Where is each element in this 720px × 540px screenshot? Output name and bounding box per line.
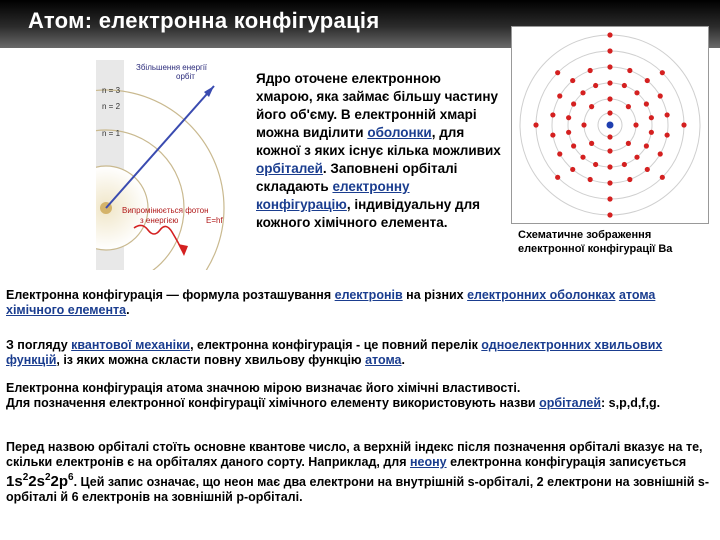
intro-text-3: . Заповнені орбіталі складають: [256, 161, 458, 194]
link-electron-shells[interactable]: електронних оболонках: [467, 288, 616, 302]
electron: [627, 177, 632, 182]
ba-nucleus: [607, 122, 614, 129]
energy-label-line2: орбіт: [176, 72, 195, 81]
electron: [633, 122, 638, 127]
p1-text-1: Електронна конфігурація — формула розташування: [6, 288, 335, 302]
formula-1s: 1s: [6, 473, 23, 490]
p2-text-1: З погляду: [6, 338, 72, 352]
link-chemical-element[interactable]: хімічного елемента: [6, 303, 127, 317]
intro-text-4: , індивідуальну для кожного хімічного елемента.: [256, 197, 481, 230]
formula-2s: 2s: [28, 473, 45, 490]
electron: [626, 141, 631, 146]
properties-paragraph: [6, 381, 714, 411]
link-electrons[interactable]: електронів: [334, 288, 403, 302]
electron: [580, 155, 585, 160]
intro-text-1: Ядро оточене електронною хмарою, яка займає більшу частину його об'єму. В електронній хмарі можна виділити: [256, 71, 499, 140]
electron: [557, 93, 562, 98]
electron: [658, 93, 663, 98]
electron: [533, 122, 538, 127]
notation-paragraph: [6, 440, 714, 505]
electron: [649, 115, 654, 120]
electron: [665, 112, 670, 117]
electron: [660, 70, 665, 75]
p2-text-4: .: [401, 353, 405, 367]
electron: [622, 83, 627, 88]
p1-text-2: на різних: [402, 288, 468, 302]
electron: [649, 130, 654, 135]
slide-title: Атом: електронна конфігурація: [28, 8, 380, 33]
electron: [681, 122, 686, 127]
intro-paragraph: [256, 70, 501, 232]
electron: [566, 115, 571, 120]
intro-text-2: , для кожної з яких існує кілька можливих: [256, 125, 501, 158]
electron: [644, 101, 649, 106]
electron: [580, 90, 585, 95]
p3-text-2: : s,p,d,f,g.: [601, 396, 661, 410]
formula-2p: 2p: [50, 473, 69, 490]
electron: [627, 68, 632, 73]
p4-text-1: Перед назвою орбіталі стоїть основне квантове число, а верхній індекс після позначення орбіталі вказує на те, скільки електронів є на орбіталях даного сорту. Наприклад, для: [6, 440, 703, 469]
electron: [555, 70, 560, 75]
link-quantum-mechanics[interactable]: квантової механіки: [71, 338, 191, 352]
electron: [555, 175, 560, 180]
shell-diagram-caption: Схематичне зображення електронної конфігурації Ba: [518, 229, 673, 255]
ba-shell-diagram: [512, 27, 708, 223]
electron: [607, 196, 612, 201]
electron: [626, 104, 631, 109]
link-orbitals[interactable]: орбіталей: [256, 161, 323, 176]
electron: [607, 80, 612, 85]
electron: [607, 64, 612, 69]
quantum-paragraph: [6, 338, 714, 368]
link-shells[interactable]: оболонки: [367, 125, 432, 140]
electron: [607, 110, 612, 115]
electron: [622, 162, 627, 167]
p2-text-3: , із яких можна скласти повну хвильову функцію: [56, 353, 366, 367]
electron: [557, 151, 562, 156]
formula-2s-exp: 2: [44, 472, 51, 483]
electron: [634, 90, 639, 95]
electron: [593, 83, 598, 88]
label-n2: n = 2: [102, 102, 121, 111]
formula-1s-exp: 2: [22, 472, 29, 483]
electron: [644, 143, 649, 148]
electron: [550, 132, 555, 137]
electron: [607, 148, 612, 153]
electron: [588, 177, 593, 182]
link-electron-configuration[interactable]: електронну конфігурацію: [256, 179, 410, 212]
p2-text-2: , електронна конфігурація - це повний перелік: [190, 338, 482, 352]
electron: [634, 155, 639, 160]
energy-label-line1: Збільшення енергії: [136, 63, 207, 72]
electron: [658, 151, 663, 156]
electron: [581, 122, 586, 127]
electron: [570, 78, 575, 83]
shell-diagram-frame: [511, 26, 709, 224]
electron: [645, 167, 650, 172]
electron: [607, 48, 612, 53]
electron: [570, 167, 575, 172]
definition-paragraph: [6, 288, 714, 318]
electron: [550, 112, 555, 117]
electron: [607, 134, 612, 139]
electron: [589, 104, 594, 109]
photon-formula: E=hf: [206, 216, 223, 225]
electron: [571, 143, 576, 148]
p3-line-1: Електронна конфігурація атома значною мірою визначає його хімічні властивості.: [6, 381, 521, 395]
bohr-model-diagram: [96, 60, 246, 270]
p3-text-1: Для позначення електронної конфігурації хімічного елементу використовують назви: [6, 396, 540, 410]
link-atom[interactable]: атома: [618, 288, 656, 302]
formula-2p-exp: 6: [68, 472, 74, 483]
photon-label-line2: з енергією: [140, 216, 179, 225]
electron: [566, 130, 571, 135]
link-orbitals-2[interactable]: орбіталей: [539, 396, 602, 410]
electron: [571, 101, 576, 106]
p3-line-2: [6, 396, 714, 411]
electron: [593, 162, 598, 167]
electron: [589, 141, 594, 146]
link-one-electron-wavefunctions[interactable]: одноелектронних хвильових функцій: [6, 338, 663, 367]
electron: [645, 78, 650, 83]
link-atom-2[interactable]: атома: [365, 353, 402, 367]
electron: [660, 175, 665, 180]
electron: [665, 132, 670, 137]
p4-text-2: електронна конфігурація записується: [446, 455, 687, 469]
photon-label-line1: Випромінюється фотон: [122, 206, 209, 215]
electron: [588, 68, 593, 73]
label-n1: n = 1: [102, 129, 121, 138]
p4-text-3: . Цей запис означає, що неон має два електрони на внутрішній s-орбіталі, 2 електрони на зовнішній s-орбіталі й 6 електронів на зовнішній р-орбіталі.: [6, 475, 710, 504]
label-n3: n = 3: [102, 86, 121, 95]
neon-configuration-formula: [6, 473, 74, 490]
electron: [607, 96, 612, 101]
electron: [607, 212, 612, 217]
electron: [607, 164, 612, 169]
electron: [607, 32, 612, 37]
p1-text-5: .: [126, 303, 130, 317]
link-neon[interactable]: неону: [409, 455, 447, 469]
electron: [607, 180, 612, 185]
